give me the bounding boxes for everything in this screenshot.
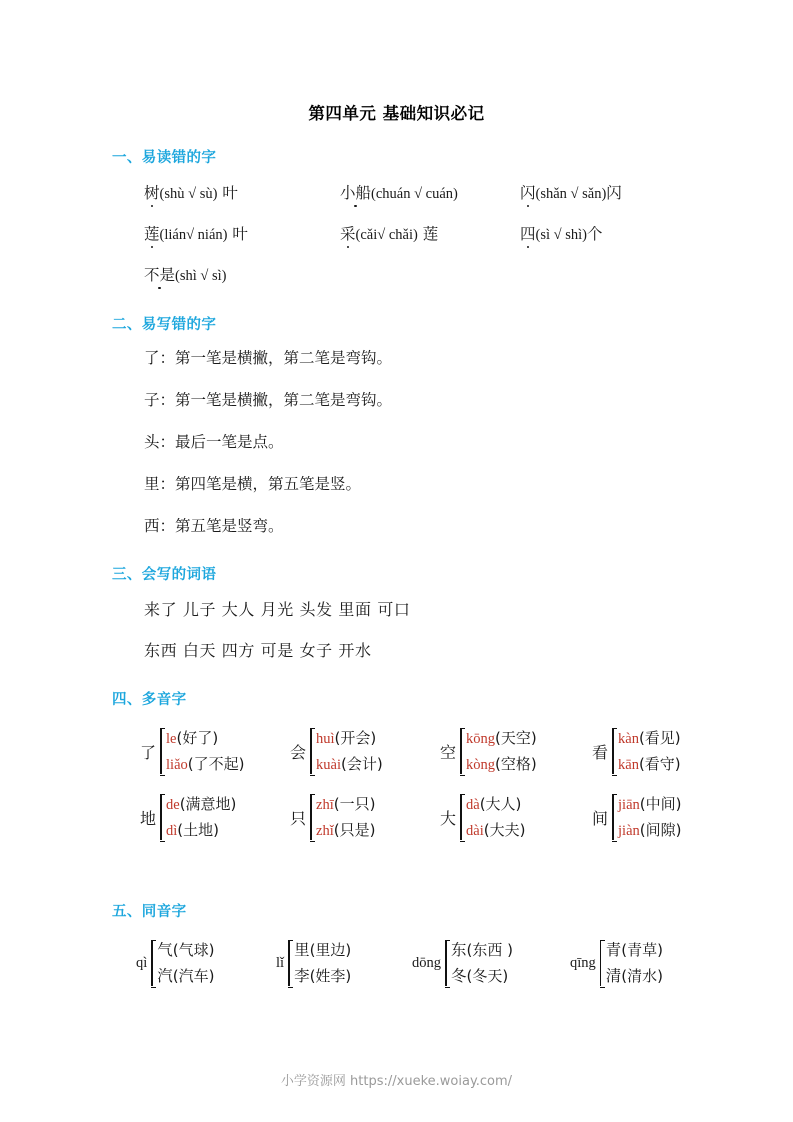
emphasised-character: 莲 xyxy=(144,222,160,244)
curly-brace-icon xyxy=(609,725,618,777)
reading-key: zhī xyxy=(316,797,334,813)
polyphonic-group xyxy=(140,791,290,843)
reading-key: jiān xyxy=(618,797,640,813)
reading-item xyxy=(316,817,375,843)
reading-item xyxy=(451,937,513,963)
curly-brace-icon xyxy=(157,791,166,843)
reading-example: (青草) xyxy=(621,941,664,959)
reading-item xyxy=(606,963,663,989)
polyphonic-group-readings xyxy=(166,791,236,843)
section-heading-mis-read: 一、易读错的字 xyxy=(112,150,217,166)
reading-key: de xyxy=(166,797,180,813)
reading-example: (空格) xyxy=(495,755,537,773)
polyphonic-group-readings xyxy=(618,725,681,777)
reading-example: (天空) xyxy=(495,729,537,747)
section-heading-polyphonic: 四、多音字 xyxy=(112,692,187,708)
reading-key: kuài xyxy=(316,757,341,773)
reading-key: le xyxy=(166,731,177,747)
mis-written-rows xyxy=(112,346,712,556)
polyphonic-group-head: 空 xyxy=(440,742,457,762)
mis-read-entry xyxy=(340,181,520,203)
mis-written-row: 西：第五笔是竖弯。 xyxy=(144,517,284,535)
pinyin-choice: (sì √ shì) xyxy=(535,227,587,243)
polyphonic-group xyxy=(290,725,440,777)
reading-example: (只是) xyxy=(333,821,376,839)
reading-example: (会计) xyxy=(340,755,383,773)
reading-key: 青 xyxy=(605,941,622,959)
reading-key: 气 xyxy=(157,941,173,959)
reading-example: (开会) xyxy=(334,729,377,747)
reading-item xyxy=(618,817,681,843)
homophone-group-head: qīng xyxy=(570,954,596,971)
mis-read-row xyxy=(112,222,712,263)
curly-brace-icon xyxy=(307,725,316,777)
polyphonic-row xyxy=(112,791,712,857)
pinyin-choice: (cǎi√ chǎi) xyxy=(355,227,418,243)
emphasised-character: 树 xyxy=(144,181,160,203)
homophone-group xyxy=(570,937,720,989)
reading-key: jiàn xyxy=(618,823,640,839)
reading-item xyxy=(166,817,236,843)
polyphonic-group-readings xyxy=(466,791,525,843)
reading-key: huì xyxy=(316,731,335,747)
curly-brace-icon xyxy=(609,791,618,843)
polyphonic-group-head: 大 xyxy=(440,808,457,828)
section-heading-homophones: 五、同音字 xyxy=(112,904,187,920)
reading-item xyxy=(294,963,351,989)
reading-item xyxy=(606,937,663,963)
reading-key: 东 xyxy=(451,941,467,959)
reading-example: (汽车) xyxy=(172,967,215,985)
reading-item xyxy=(294,937,351,963)
reading-key: dà xyxy=(466,797,480,813)
reading-key: 李 xyxy=(294,967,310,985)
homophone-group xyxy=(412,937,570,989)
word-list-row: 东西 白天 四方 可是 女子 开水 xyxy=(144,641,372,660)
reading-key: dài xyxy=(466,823,484,839)
polyphonic-group xyxy=(440,791,592,843)
reading-key: kōng xyxy=(466,731,496,747)
polyphonic-group-readings xyxy=(316,725,383,777)
reading-item xyxy=(166,791,236,817)
mis-read-entry xyxy=(112,181,340,203)
reading-item xyxy=(316,725,383,751)
mis-read-entry xyxy=(340,222,520,244)
reading-key: liǎo xyxy=(166,757,188,773)
reading-example: (冬天) xyxy=(466,967,509,985)
reading-example: (大人) xyxy=(479,795,522,813)
emphasised-character: 不是 xyxy=(144,263,175,285)
reading-item xyxy=(451,963,513,989)
reading-key: dì xyxy=(166,823,178,839)
reading-item xyxy=(618,751,681,777)
words-rows xyxy=(112,597,712,679)
reading-example: (好了) xyxy=(176,729,219,747)
emphasised-character: 四 xyxy=(520,222,536,244)
mis-written-row: 里：第四笔是横，第五笔是竖。 xyxy=(144,475,362,493)
homophone-group-head: dōng xyxy=(412,954,441,971)
homophone-group-head: qì xyxy=(136,954,148,971)
reading-key: 里 xyxy=(294,941,310,959)
reading-key: kān xyxy=(618,757,639,773)
polyphonic-group-readings xyxy=(166,725,244,777)
trailing-character: 闪 xyxy=(606,184,622,202)
reading-key: 冬 xyxy=(451,967,467,985)
reading-example: (东西 ) xyxy=(466,941,513,959)
polyphonic-group xyxy=(290,791,440,843)
mis-written-row: 头：最后一笔是点。 xyxy=(144,433,284,451)
polyphonic-group-head: 只 xyxy=(290,808,307,828)
footer-watermark: 小学资源网 https://xueke.woiay.com/ xyxy=(280,1074,513,1089)
reading-item xyxy=(316,791,375,817)
reading-item xyxy=(166,725,244,751)
homophone-group xyxy=(136,937,276,989)
reading-item xyxy=(157,963,214,989)
section-homophones xyxy=(112,900,712,1003)
section-polyphonic xyxy=(112,688,712,857)
emphasised-character: 闪 xyxy=(520,181,536,203)
polyphonic-group xyxy=(592,725,742,777)
polyphonic-group-head: 会 xyxy=(290,742,307,762)
curly-brace-icon xyxy=(307,791,316,843)
trailing-character: 个 xyxy=(586,225,603,243)
pinyin-choice: (lián√ nián) xyxy=(159,227,228,243)
section-words-to-write xyxy=(112,563,712,679)
emphasised-character: 采 xyxy=(340,222,356,244)
section-mis-written xyxy=(112,313,712,556)
reading-example: (看见) xyxy=(638,729,681,747)
curly-brace-icon xyxy=(597,937,606,989)
mis-written-row: 子：第一笔是横撇，第二笔是弯钩。 xyxy=(144,391,393,409)
homophone-group-readings xyxy=(451,937,513,989)
polyphonic-group xyxy=(592,791,742,843)
mis-read-entry xyxy=(112,263,340,285)
mis-read-rows xyxy=(112,181,712,304)
reading-key: 清 xyxy=(605,967,622,985)
reading-example: (里边) xyxy=(309,941,352,959)
curly-brace-icon xyxy=(148,937,157,989)
reading-example: (间隙) xyxy=(639,821,682,839)
trailing-character: 莲 xyxy=(417,225,439,243)
reading-example: (姓李) xyxy=(309,967,352,985)
homophone-group-head: lǐ xyxy=(276,954,285,971)
reading-key: 汽 xyxy=(157,967,173,985)
polyphonic-group-head: 间 xyxy=(592,808,609,828)
pinyin-choice: (shì √ sì) xyxy=(175,268,227,284)
reading-key: kàn xyxy=(618,731,639,747)
reading-example: (土地) xyxy=(177,821,220,839)
mis-read-entry xyxy=(520,181,710,203)
trailing-character: 叶 xyxy=(227,225,248,243)
homophone-rows xyxy=(112,937,712,1003)
reading-example: (气球) xyxy=(172,941,215,959)
polyphonic-group-readings xyxy=(466,725,537,777)
pinyin-choice: (chuán √ cuán) xyxy=(371,186,458,202)
homophone-group-readings xyxy=(606,937,663,989)
reading-item xyxy=(618,791,681,817)
mis-read-row xyxy=(112,181,712,222)
mis-read-entry xyxy=(520,222,710,244)
section-mis-read xyxy=(112,146,712,304)
section-heading-words-to-write: 三、会写的词语 xyxy=(112,567,217,583)
reading-item xyxy=(166,751,244,777)
mis-read-entry xyxy=(112,222,340,244)
section-heading-mis-written: 二、易写错的字 xyxy=(112,317,217,333)
reading-example: (满意地) xyxy=(179,795,237,813)
reading-key: zhǐ xyxy=(316,823,334,839)
page-title: 第四单元 基础知识必记 xyxy=(308,104,485,123)
reading-key: kòng xyxy=(466,757,496,773)
reading-example: (了不起) xyxy=(187,755,245,773)
polyphonic-group-readings xyxy=(316,791,375,843)
reading-item xyxy=(618,725,681,751)
emphasised-character: 小船 xyxy=(340,181,371,203)
polyphonic-group-readings xyxy=(618,791,681,843)
reading-example: (清水) xyxy=(621,967,664,985)
curly-brace-icon xyxy=(457,791,466,843)
polyphonic-group xyxy=(440,725,592,777)
reading-item xyxy=(466,791,525,817)
polyphonic-group-head: 了 xyxy=(140,742,157,762)
polyphonic-group-head: 看 xyxy=(592,742,609,762)
curly-brace-icon xyxy=(285,937,294,989)
reading-example: (大夫) xyxy=(483,821,526,839)
reading-example: (看守) xyxy=(638,755,681,773)
reading-item xyxy=(466,751,537,777)
polyphonic-group-head: 地 xyxy=(140,808,157,828)
mis-read-row xyxy=(112,263,712,304)
curly-brace-icon xyxy=(157,725,166,777)
homophone-group-readings xyxy=(157,937,214,989)
curly-brace-icon xyxy=(457,725,466,777)
trailing-character: 叶 xyxy=(217,184,238,202)
reading-item xyxy=(466,725,537,751)
homophone-group-readings xyxy=(294,937,351,989)
mis-written-row: 了：第一笔是横撇，第二笔是弯钩。 xyxy=(144,349,393,367)
reading-example: (中间) xyxy=(639,795,682,813)
reading-item xyxy=(157,937,214,963)
reading-example: (一只) xyxy=(333,795,376,813)
pinyin-choice: (shǎn √ sǎn) xyxy=(535,186,607,202)
curly-brace-icon xyxy=(442,937,451,989)
polyphonic-group xyxy=(140,725,290,777)
reading-item xyxy=(316,751,383,777)
homophone-group xyxy=(276,937,412,989)
homophone-row xyxy=(112,937,712,1003)
reading-item xyxy=(466,817,525,843)
polyphonic-row xyxy=(112,725,712,791)
polyphonic-rows xyxy=(112,725,712,857)
word-list-row: 来了 儿子 大人 月光 头发 里面 可口 xyxy=(144,600,411,619)
pinyin-choice: (shù √ sù) xyxy=(159,186,218,202)
